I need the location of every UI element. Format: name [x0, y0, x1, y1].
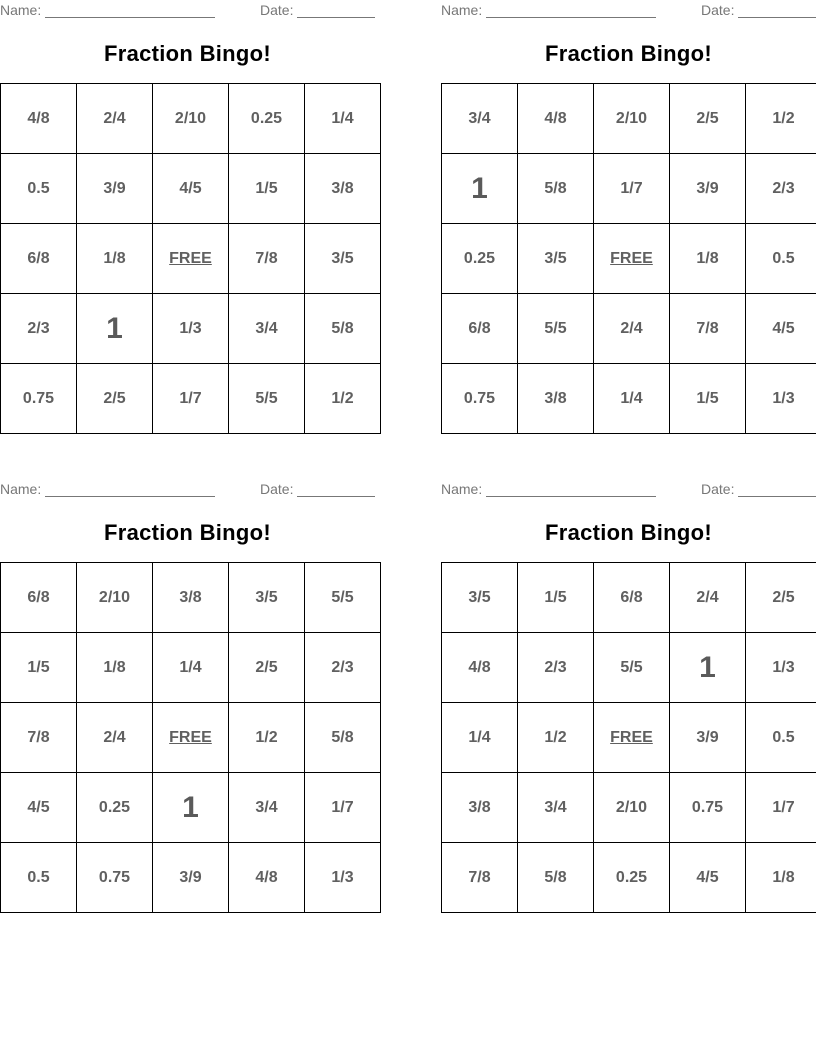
bingo-cell: 6/8 [1, 563, 77, 633]
card-header [0, 0, 375, 22]
bingo-cell: 1/4 [305, 84, 381, 154]
bingo-cell: 3/5 [442, 563, 518, 633]
bingo-row [442, 154, 816, 224]
bingo-cell: 1/3 [153, 294, 229, 364]
bingo-cell: 5/5 [518, 294, 594, 364]
bingo-cell: 4/5 [746, 294, 816, 364]
bingo-row [442, 703, 816, 773]
bingo-cell: 1/3 [746, 633, 816, 703]
bingo-cell: 3/9 [77, 154, 153, 224]
date-blank-line [297, 482, 375, 497]
bingo-cell: 2/4 [77, 84, 153, 154]
bingo-cell: 1/3 [305, 843, 381, 913]
date-label: Date: [260, 2, 294, 18]
bingo-cell: 3/8 [518, 364, 594, 434]
bingo-cell: 0.5 [746, 224, 816, 294]
bingo-cell: 0.25 [229, 84, 305, 154]
name-label: Name: [441, 2, 483, 18]
bingo-row [442, 294, 816, 364]
bingo-cell: 1 [442, 154, 518, 224]
bingo-cell: 0.25 [594, 843, 670, 913]
bingo-row [1, 224, 381, 294]
bingo-cell: 5/5 [305, 563, 381, 633]
bingo-cell: 3/5 [518, 224, 594, 294]
bingo-cell: 0.75 [442, 364, 518, 434]
bingo-cell: 1/7 [594, 154, 670, 224]
bingo-cell: 1/4 [153, 633, 229, 703]
bingo-cell: 4/5 [670, 843, 746, 913]
bingo-cell: 5/5 [594, 633, 670, 703]
bingo-cell: 1/4 [594, 364, 670, 434]
bingo-cell: 3/8 [153, 563, 229, 633]
bingo-cell: 1 [670, 633, 746, 703]
name-label: Name: [0, 2, 42, 18]
bingo-cell: 2/4 [77, 703, 153, 773]
bingo-cell: 2/10 [153, 84, 229, 154]
bingo-cell: 2/3 [305, 633, 381, 703]
bingo-cell: 3/4 [518, 773, 594, 843]
date-label: Date: [701, 2, 735, 18]
name-label: Name: [441, 481, 483, 497]
bingo-row [442, 563, 816, 633]
bingo-cell: 5/5 [229, 364, 305, 434]
bingo-cell: 3/5 [305, 224, 381, 294]
bingo-cell: 0.25 [442, 224, 518, 294]
bingo-cell: 1/5 [1, 633, 77, 703]
date-label: Date: [260, 481, 294, 497]
free-space: FREE [594, 703, 670, 773]
bingo-cell: 2/3 [746, 154, 816, 224]
bingo-cell: 0.5 [746, 703, 816, 773]
bingo-row [1, 773, 381, 843]
bingo-cell: 7/8 [442, 843, 518, 913]
bingo-cell: 7/8 [229, 224, 305, 294]
bingo-row [1, 633, 381, 703]
bingo-cell: 1 [77, 294, 153, 364]
bingo-row [1, 843, 381, 913]
date-blank-line [297, 3, 375, 18]
bingo-cell: 1/7 [305, 773, 381, 843]
bingo-cell: 0.75 [670, 773, 746, 843]
bingo-cell: 1/7 [746, 773, 816, 843]
date-field [701, 481, 816, 497]
card-header [0, 479, 375, 501]
bingo-cell: 3/9 [670, 703, 746, 773]
bingo-cell: 3/8 [305, 154, 381, 224]
bingo-row [1, 703, 381, 773]
bingo-grid [0, 562, 381, 913]
bingo-cell: 0.5 [1, 843, 77, 913]
bingo-cell: 1/8 [77, 633, 153, 703]
bingo-row [442, 633, 816, 703]
bingo-cell: 5/8 [518, 843, 594, 913]
date-field [260, 2, 375, 18]
bingo-cell: 1/8 [670, 224, 746, 294]
bingo-grid [441, 562, 816, 913]
name-blank-line [45, 482, 215, 497]
bingo-cell: 2/10 [594, 773, 670, 843]
card-header [441, 0, 816, 22]
free-space: FREE [594, 224, 670, 294]
bingo-cell: 5/8 [518, 154, 594, 224]
bingo-cell: 4/8 [518, 84, 594, 154]
date-field [260, 481, 375, 497]
bingo-cell: 4/8 [1, 84, 77, 154]
name-blank-line [486, 3, 656, 18]
card-title: Fraction Bingo! [103, 41, 272, 66]
name-field [441, 2, 656, 18]
bingo-cell: 6/8 [1, 224, 77, 294]
bingo-cell: 2/5 [746, 563, 816, 633]
bingo-cell: 2/5 [670, 84, 746, 154]
bingo-cell: 2/3 [1, 294, 77, 364]
bingo-cell: 1/2 [746, 84, 816, 154]
bingo-row [1, 364, 381, 434]
bingo-cell: 1/3 [746, 364, 816, 434]
name-blank-line [45, 3, 215, 18]
bingo-card-2 [441, 0, 816, 407]
bingo-cell: 7/8 [670, 294, 746, 364]
date-blank-line [738, 3, 816, 18]
card-title: Fraction Bingo! [103, 520, 272, 545]
name-blank-line [486, 482, 656, 497]
bingo-cell: 4/8 [442, 633, 518, 703]
bingo-cell: 2/5 [229, 633, 305, 703]
bingo-cell: 0.75 [1, 364, 77, 434]
name-field [0, 481, 215, 497]
bingo-row [1, 563, 381, 633]
bingo-cell: 0.5 [1, 154, 77, 224]
free-space: FREE [153, 703, 229, 773]
bingo-cell: 3/4 [229, 773, 305, 843]
bingo-cell: 2/3 [518, 633, 594, 703]
bingo-card-4 [441, 479, 816, 886]
name-field [0, 2, 215, 18]
bingo-row [442, 84, 816, 154]
bingo-row [442, 773, 816, 843]
bingo-row [1, 154, 381, 224]
bingo-cell: 1/8 [746, 843, 816, 913]
bingo-row [442, 843, 816, 913]
bingo-row [1, 84, 381, 154]
date-field [701, 2, 816, 18]
bingo-cell: 3/4 [442, 84, 518, 154]
bingo-cell: 3/5 [229, 563, 305, 633]
card-header [441, 479, 816, 501]
card-title: Fraction Bingo! [544, 520, 713, 545]
bingo-cell: 1/7 [153, 364, 229, 434]
bingo-cell: 6/8 [594, 563, 670, 633]
bingo-cell: 0.25 [77, 773, 153, 843]
date-blank-line [738, 482, 816, 497]
bingo-row [442, 364, 816, 434]
name-label: Name: [0, 481, 42, 497]
bingo-cell: 3/9 [153, 843, 229, 913]
bingo-grid [441, 83, 816, 434]
bingo-cell: 1/2 [229, 703, 305, 773]
bingo-cell: 2/10 [77, 563, 153, 633]
bingo-cell: 2/4 [670, 563, 746, 633]
bingo-grid [0, 83, 381, 434]
free-space: FREE [153, 224, 229, 294]
bingo-row [442, 224, 816, 294]
bingo-cell: 1/8 [77, 224, 153, 294]
bingo-cell: 5/8 [305, 703, 381, 773]
bingo-cell: 1/2 [518, 703, 594, 773]
bingo-cell: 1/2 [305, 364, 381, 434]
bingo-card-3 [0, 479, 375, 886]
bingo-cell: 3/9 [670, 154, 746, 224]
bingo-cell: 4/5 [153, 154, 229, 224]
bingo-row [1, 294, 381, 364]
bingo-cell: 6/8 [442, 294, 518, 364]
bingo-cell: 1/4 [442, 703, 518, 773]
bingo-cell: 1/5 [518, 563, 594, 633]
bingo-cell: 3/8 [442, 773, 518, 843]
bingo-cell: 2/10 [594, 84, 670, 154]
bingo-cell: 3/4 [229, 294, 305, 364]
bingo-cell: 2/5 [77, 364, 153, 434]
bingo-cell: 1 [153, 773, 229, 843]
bingo-cell: 4/8 [229, 843, 305, 913]
bingo-cell: 4/5 [1, 773, 77, 843]
card-title: Fraction Bingo! [544, 41, 713, 66]
bingo-cell: 1/5 [670, 364, 746, 434]
name-field [441, 481, 656, 497]
bingo-cell: 0.75 [77, 843, 153, 913]
bingo-cell: 7/8 [1, 703, 77, 773]
bingo-card-1 [0, 0, 375, 407]
bingo-cell: 1/5 [229, 154, 305, 224]
bingo-cell: 2/4 [594, 294, 670, 364]
date-label: Date: [701, 481, 735, 497]
bingo-cell: 5/8 [305, 294, 381, 364]
